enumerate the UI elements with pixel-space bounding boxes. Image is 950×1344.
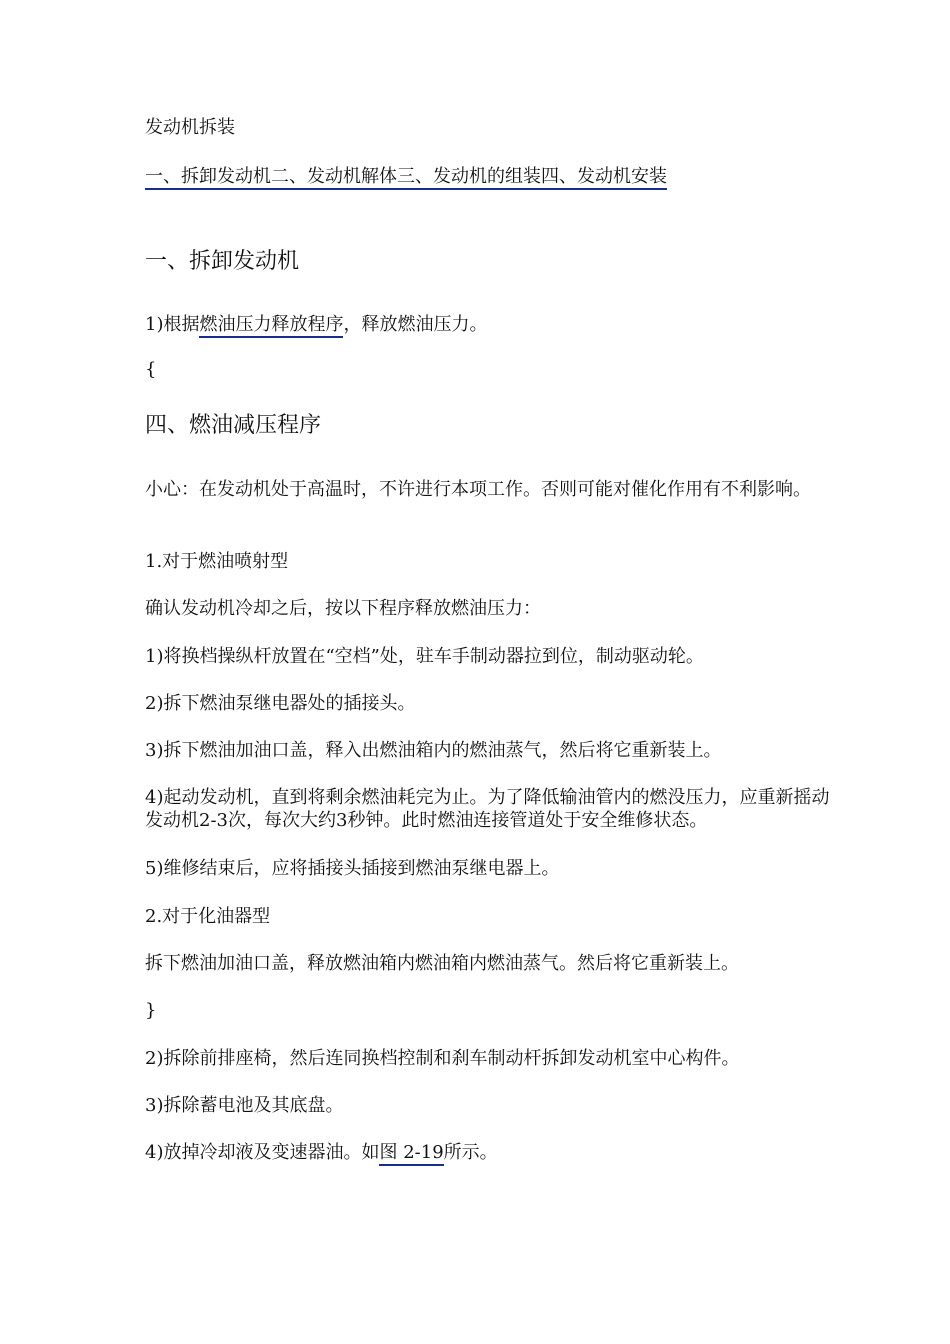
sub2-paragraph: 拆下燃油加油口盖，释放燃油箱内燃油箱内燃油蒸气。然后将它重新装上。 (145, 953, 739, 974)
sub1-step: 4)起动发动机，直到将剩余燃油耗完为止。为了降低输油管内的燃没压力，应重新摇动发动机2-3次，每次大约3秒钟。此时燃油连接管道处于安全维修状态。 (145, 787, 830, 831)
sub1-step: 1)将换档操纵杆放置在“空档”处，驻车手制动器拉到位，制动驱动轮。 (145, 646, 704, 667)
step1-prefix: 1)根据 (145, 314, 200, 335)
step4-paragraph (145, 1141, 498, 1165)
sub1-step: 3)拆下燃油加油口盖，释入出燃油箱内的燃油蒸气，然后将它重新装上。 (145, 740, 722, 761)
toc-line (145, 165, 667, 189)
sub1-step: 2)拆下燃油泵继电器处的插接头。 (145, 693, 416, 714)
step1-paragraph (145, 313, 487, 337)
caution-paragraph: 小心：在发动机处于高温时，不许进行本项工作。否则可能对催化作用有不利影响。 (145, 479, 811, 500)
sub1-intro: 确认发动机冷却之后，按以下程序释放燃油压力： (145, 598, 541, 619)
step4-prefix: 4)放掉冷却液及变速器油。如 (145, 1142, 380, 1163)
section4-heading: 四、燃油减压程序 (145, 413, 322, 438)
document-title: 发动机拆装 (145, 117, 235, 138)
brace-close: } (145, 1000, 157, 1021)
section1-heading: 一、拆卸发动机 (145, 249, 300, 274)
sub1-title: 1.对于燃油喷射型 (145, 551, 289, 572)
brace-open: { (145, 359, 157, 380)
sub1-step: 5)维修结束后，应将插接头插接到燃油泵继电器上。 (145, 858, 560, 879)
step4-suffix: 所示。 (443, 1142, 498, 1163)
step2-paragraph: 2)拆除前排座椅，然后连同换档控制和刹车制动杆拆卸发动机室中心构件。 (145, 1048, 740, 1069)
toc-link[interactable]: 一、拆卸发动机二、发动机解体三、发动机的组装四、发动机安装 (145, 166, 667, 190)
figure-2-19-link[interactable]: 图 2-19 (379, 1142, 443, 1166)
sub2-title: 2.对于化油器型 (145, 906, 271, 927)
step1-suffix: ，释放燃油压力。 (343, 314, 488, 335)
fuel-pressure-procedure-link[interactable]: 燃油压力释放程序 (199, 314, 343, 338)
step3-paragraph: 3)拆除蓄电池及其底盘。 (145, 1095, 344, 1116)
